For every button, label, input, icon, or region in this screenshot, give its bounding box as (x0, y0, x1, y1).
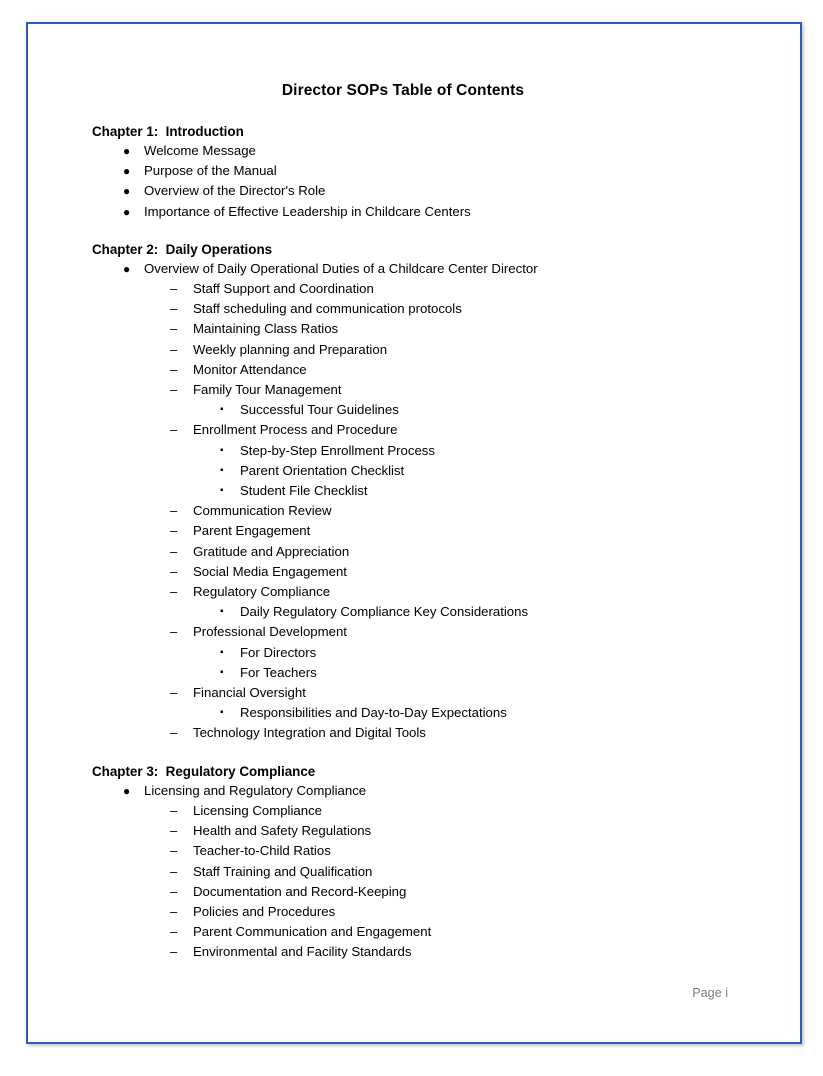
toc-entry[interactable] (92, 841, 752, 861)
toc-entry-label: For Teachers (240, 664, 317, 680)
toc-list-level-2 (92, 420, 752, 440)
page-footer: Page i (692, 986, 728, 1000)
chapter-heading: Chapter 3: Regulatory Compliance (92, 763, 316, 779)
toc-entry-label: Purpose of the Manual (144, 163, 277, 179)
toc-entry[interactable] (92, 582, 752, 602)
dash-bullet-icon: – (170, 924, 178, 940)
toc-entry-label: Licensing and Regulatory Compliance (144, 782, 367, 798)
disc-bullet-icon: ● (123, 144, 131, 158)
dash-bullet-icon: – (170, 382, 178, 398)
toc-list-level-2 (92, 279, 752, 400)
toc-entry[interactable] (92, 902, 752, 922)
toc-list-level-1 (92, 141, 752, 222)
toc-entry-label: Gratitude and Appreciation (193, 543, 350, 559)
toc-entry[interactable] (92, 562, 752, 582)
toc-entry[interactable] (92, 441, 752, 461)
toc-entry[interactable] (92, 922, 752, 942)
toc-entry[interactable] (92, 202, 752, 222)
toc-entry[interactable] (92, 161, 752, 181)
chapter-section (92, 242, 752, 744)
toc-entry[interactable] (92, 181, 752, 201)
toc-entry-label: Student File Checklist (240, 483, 368, 499)
square-bullet-icon: ▪ (220, 666, 224, 678)
dash-bullet-icon: – (170, 341, 178, 357)
toc-entry[interactable] (92, 683, 752, 703)
disc-bullet-icon: ● (123, 261, 131, 276)
toc-entry-label: Responsibilities and Day-to-Day Expectations (240, 705, 507, 721)
toc-entry-label: Social Media Engagement (193, 563, 347, 579)
chapter-section (92, 764, 752, 963)
table-of-contents (92, 124, 752, 963)
toc-entry[interactable] (92, 340, 752, 360)
toc-entry-label: Weekly planning and Preparation (193, 341, 388, 357)
dash-bullet-icon: – (170, 503, 178, 519)
dash-bullet-icon: – (170, 685, 178, 701)
toc-entry[interactable] (92, 299, 752, 319)
toc-entry-label: Health and Safety Regulations (193, 823, 372, 839)
toc-entry-label: Overview of the Director's Role (144, 183, 326, 199)
square-bullet-icon: ▪ (220, 464, 224, 476)
toc-list-level-2 (92, 683, 752, 703)
toc-entry[interactable] (92, 481, 752, 501)
toc-list-level-2 (92, 501, 752, 602)
dash-bullet-icon: – (170, 823, 178, 839)
toc-entry-label: Step-by-Step Enrollment Process (240, 442, 435, 458)
dash-bullet-icon: – (170, 624, 178, 640)
chapter-heading: Chapter 2: Daily Operations (92, 241, 273, 257)
toc-entry-label: For Directors (240, 644, 317, 660)
toc-entry[interactable] (92, 319, 752, 339)
toc-entry[interactable] (92, 801, 752, 821)
toc-entry-label: Financial Oversight (193, 685, 306, 701)
disc-bullet-icon: ● (123, 164, 131, 179)
square-bullet-icon: ▪ (220, 444, 224, 456)
toc-entry[interactable] (92, 521, 752, 541)
dash-bullet-icon: – (170, 422, 178, 438)
toc-entry[interactable] (92, 821, 752, 841)
dash-bullet-icon: – (170, 903, 178, 919)
toc-entry[interactable] (92, 942, 752, 962)
document-body (92, 82, 752, 963)
dash-bullet-icon: – (170, 361, 178, 377)
toc-entry[interactable] (92, 420, 752, 440)
toc-entry-label: Enrollment Process and Procedure (193, 422, 398, 438)
toc-entry[interactable] (92, 461, 752, 481)
dash-bullet-icon: – (170, 584, 178, 600)
toc-entry-label: Teacher-to-Child Ratios (193, 843, 331, 859)
toc-entry-label: Parent Communication and Engagement (193, 924, 432, 940)
toc-entry[interactable] (92, 279, 752, 299)
square-bullet-icon: ▪ (220, 707, 224, 719)
toc-entry-label: Policies and Procedures (193, 903, 336, 919)
toc-entry[interactable] (92, 781, 752, 801)
dash-bullet-icon: – (170, 281, 178, 297)
toc-list-level-3 (92, 602, 752, 622)
toc-entry[interactable] (92, 501, 752, 521)
toc-entry-label: Overview of Daily Operational Duties of a Childcare Center Director (144, 260, 538, 276)
toc-entry-label: Staff Support and Coordination (193, 281, 374, 297)
dash-bullet-icon: – (170, 321, 178, 337)
dash-bullet-icon: – (170, 843, 178, 859)
toc-entry-label: Documentation and Record-Keeping (193, 883, 407, 899)
toc-entry[interactable] (92, 542, 752, 562)
toc-entry-label: Staff Training and Qualification (193, 863, 373, 879)
page-title: Director SOPs Table of Contents (281, 82, 525, 99)
toc-entry-label: Welcome Message (144, 143, 256, 158)
toc-list-level-1 (92, 259, 752, 279)
disc-bullet-icon: ● (123, 184, 131, 199)
toc-entry[interactable] (92, 380, 752, 400)
toc-entry-label: Monitor Attendance (193, 361, 307, 377)
toc-entry-label: Successful Tour Guidelines (240, 402, 399, 418)
toc-entry-label: Importance of Effective Leadership in Childcare Centers (144, 203, 471, 219)
toc-entry-label: Professional Development (193, 624, 347, 640)
toc-list-level-3 (92, 441, 752, 502)
toc-list-level-1 (92, 781, 752, 801)
toc-entry[interactable] (92, 622, 752, 642)
square-bullet-icon: ▪ (220, 606, 224, 618)
dash-bullet-icon: – (170, 883, 178, 899)
toc-list-level-3 (92, 400, 752, 420)
toc-entry[interactable] (92, 663, 752, 683)
toc-entry-label: Parent Orientation Checklist (240, 462, 405, 478)
toc-entry-label: Family Tour Management (193, 382, 342, 398)
document-page (26, 22, 802, 1044)
toc-entry-label: Technology Integration and Digital Tools (193, 725, 426, 741)
dash-bullet-icon: – (170, 863, 178, 879)
toc-entry[interactable] (92, 643, 752, 663)
dash-bullet-icon: – (170, 802, 178, 818)
toc-entry-label: Parent Engagement (193, 523, 311, 539)
toc-entry[interactable] (92, 400, 752, 420)
toc-entry[interactable] (92, 360, 752, 380)
toc-list-level-2 (92, 723, 752, 743)
toc-entry[interactable] (92, 602, 752, 622)
toc-entry-label: Maintaining Class Ratios (193, 321, 339, 337)
chapter-heading: Chapter 1: Introduction (92, 124, 244, 139)
toc-entry-label: Staff scheduling and communication protocols (193, 301, 462, 317)
toc-entry[interactable] (92, 141, 752, 161)
toc-list-level-3 (92, 643, 752, 683)
toc-entry[interactable] (92, 882, 752, 902)
dash-bullet-icon: – (170, 944, 178, 960)
toc-entry-label: Regulatory Compliance (193, 584, 331, 600)
toc-entry-label: Communication Review (193, 503, 332, 519)
dash-bullet-icon: – (170, 301, 178, 317)
square-bullet-icon: ▪ (220, 485, 224, 497)
dash-bullet-icon: – (170, 725, 178, 741)
disc-bullet-icon: ● (123, 204, 131, 219)
toc-entry-label: Environmental and Facility Standards (193, 944, 412, 960)
dash-bullet-icon: – (170, 543, 178, 559)
square-bullet-icon: ▪ (220, 646, 224, 658)
dash-bullet-icon: – (170, 563, 178, 579)
toc-entry-label: Daily Regulatory Compliance Key Considerations (240, 604, 529, 620)
disc-bullet-icon: ● (123, 783, 131, 798)
chapter-section (92, 124, 752, 222)
square-bullet-icon: ▪ (220, 404, 224, 416)
toc-list-level-3 (92, 703, 752, 723)
toc-entry[interactable] (92, 862, 752, 882)
toc-entry[interactable] (92, 259, 752, 279)
toc-list-level-2 (92, 622, 752, 642)
toc-entry[interactable] (92, 723, 752, 743)
dash-bullet-icon: – (170, 523, 178, 539)
toc-list-level-2 (92, 801, 752, 963)
toc-entry-label: Licensing Compliance (193, 802, 323, 818)
toc-entry[interactable] (92, 703, 752, 723)
